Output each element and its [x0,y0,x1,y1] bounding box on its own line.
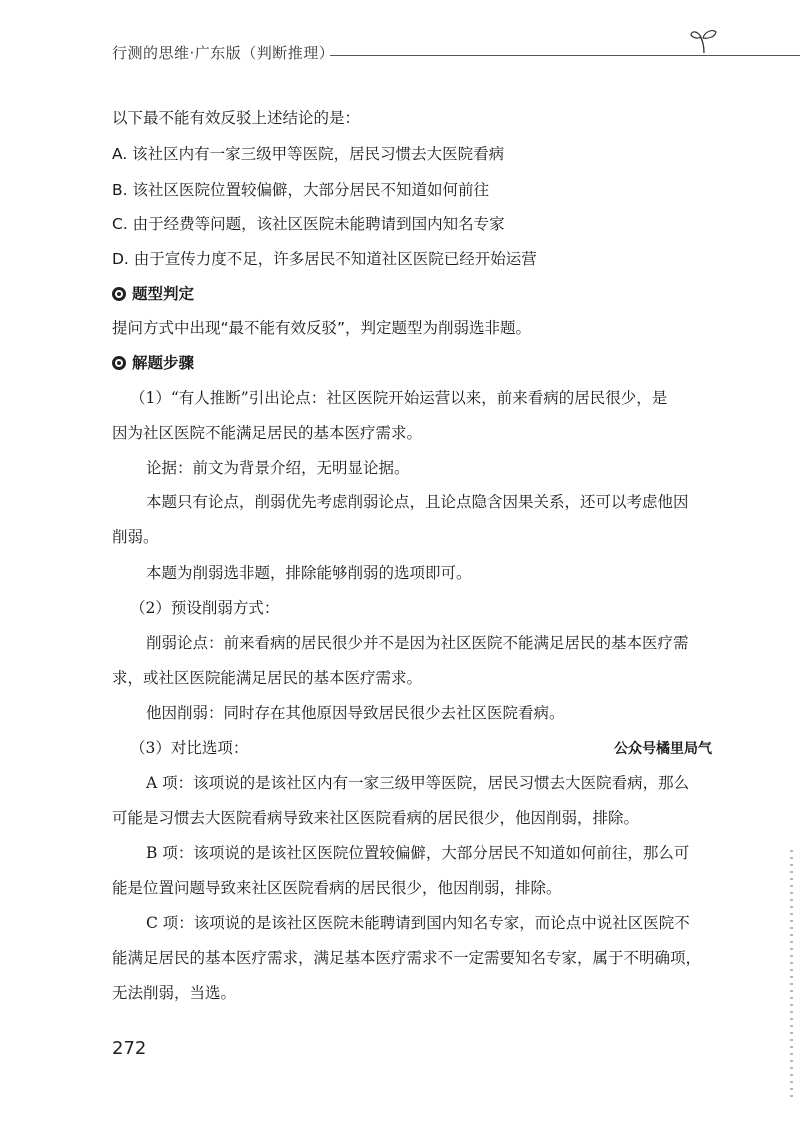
section-badge-icon [112,356,126,370]
scan-edge-artifact [790,850,793,1100]
watermark: 公众号橘里局气 [614,741,712,757]
question-prompt: 以下最不能有效反驳上述结论的是： [112,109,361,127]
section-badge-icon [112,287,126,301]
step-line: C 项：该项说的是该社区医院未能聘请到国内知名专家，而论点中说社区医院不 [146,914,690,932]
option-c: C. 由于经费等问题，该社区医院未能聘请到国内知名专家 [112,215,505,233]
step-line: 论据：前文为背景介绍，无明显论据。 [146,459,410,477]
step-line: 可能是习惯去大医院看病导致来社区医院看病的居民很少，他因削弱，排除。 [112,809,640,827]
step-line: 能满足居民的基本医疗需求，满足基本医疗需求不一定需要知名专家，属于不明确项， [112,949,702,967]
step-line: 求，或社区医院能满足居民的基本医疗需求。 [112,669,423,687]
page-number: 272 [112,1038,147,1059]
step-line: 无法削弱，当选。 [112,984,237,1002]
step-line: （1）“有人推断”引出论点：社区医院开始运营以来，前来看病的居民很少，是 [130,389,668,407]
header-rule [330,55,800,56]
type-heading-text: 题型判定 [132,285,195,303]
option-a: A. 该社区内有一家三级甲等医院，居民习惯去大医院看病 [112,145,505,163]
step-line: 因为社区医院不能满足居民的基本医疗需求。 [112,424,423,442]
step-line: （3）对比选项： [130,739,249,757]
step-line: 削弱。 [112,528,159,546]
step-line: A 项：该项说的是该社区内有一家三级甲等医院，居民习惯去大医院看病，那么 [146,774,690,792]
steps-heading [112,353,194,373]
steps-heading-text: 解题步骤 [132,354,195,372]
sprout-icon [688,26,720,54]
step-line: （2）预设削弱方式： [130,599,280,617]
step-line: 削弱论点：前来看病的居民很少并不是因为社区医院不能满足居民的基本医疗需 [146,634,689,652]
header-title: 行测的思维·广东版（判断推理） [112,44,335,62]
option-b: B. 该社区医院位置较偏僻，大部分居民不知道如何前往 [112,181,489,199]
step-line: 本题为削弱选非题，排除能够削弱的选项即可。 [146,564,472,582]
type-heading [112,284,194,304]
step-line: 他因削弱：同时存在其他原因导致居民很少去社区医院看病。 [146,704,565,722]
compare-row [112,738,712,758]
step-line: 本题只有论点，削弱优先考虑削弱论点，且论点隐含因果关系，还可以考虑他因 [146,493,689,511]
step-line: B 项：该项说的是该社区医院位置较偏僻，大部分居民不知道如何前往，那么可 [146,844,690,862]
step-line: 能是位置问题导致来社区医院看病的居民很少，他因削弱，排除。 [112,879,562,897]
type-text: 提问方式中出现“最不能有效反驳”，判定题型为削弱选非题。 [112,319,532,337]
running-header [112,42,712,64]
option-d: D. 由于宣传力度不足，许多居民不知道社区医院已经开始运营 [112,250,537,268]
